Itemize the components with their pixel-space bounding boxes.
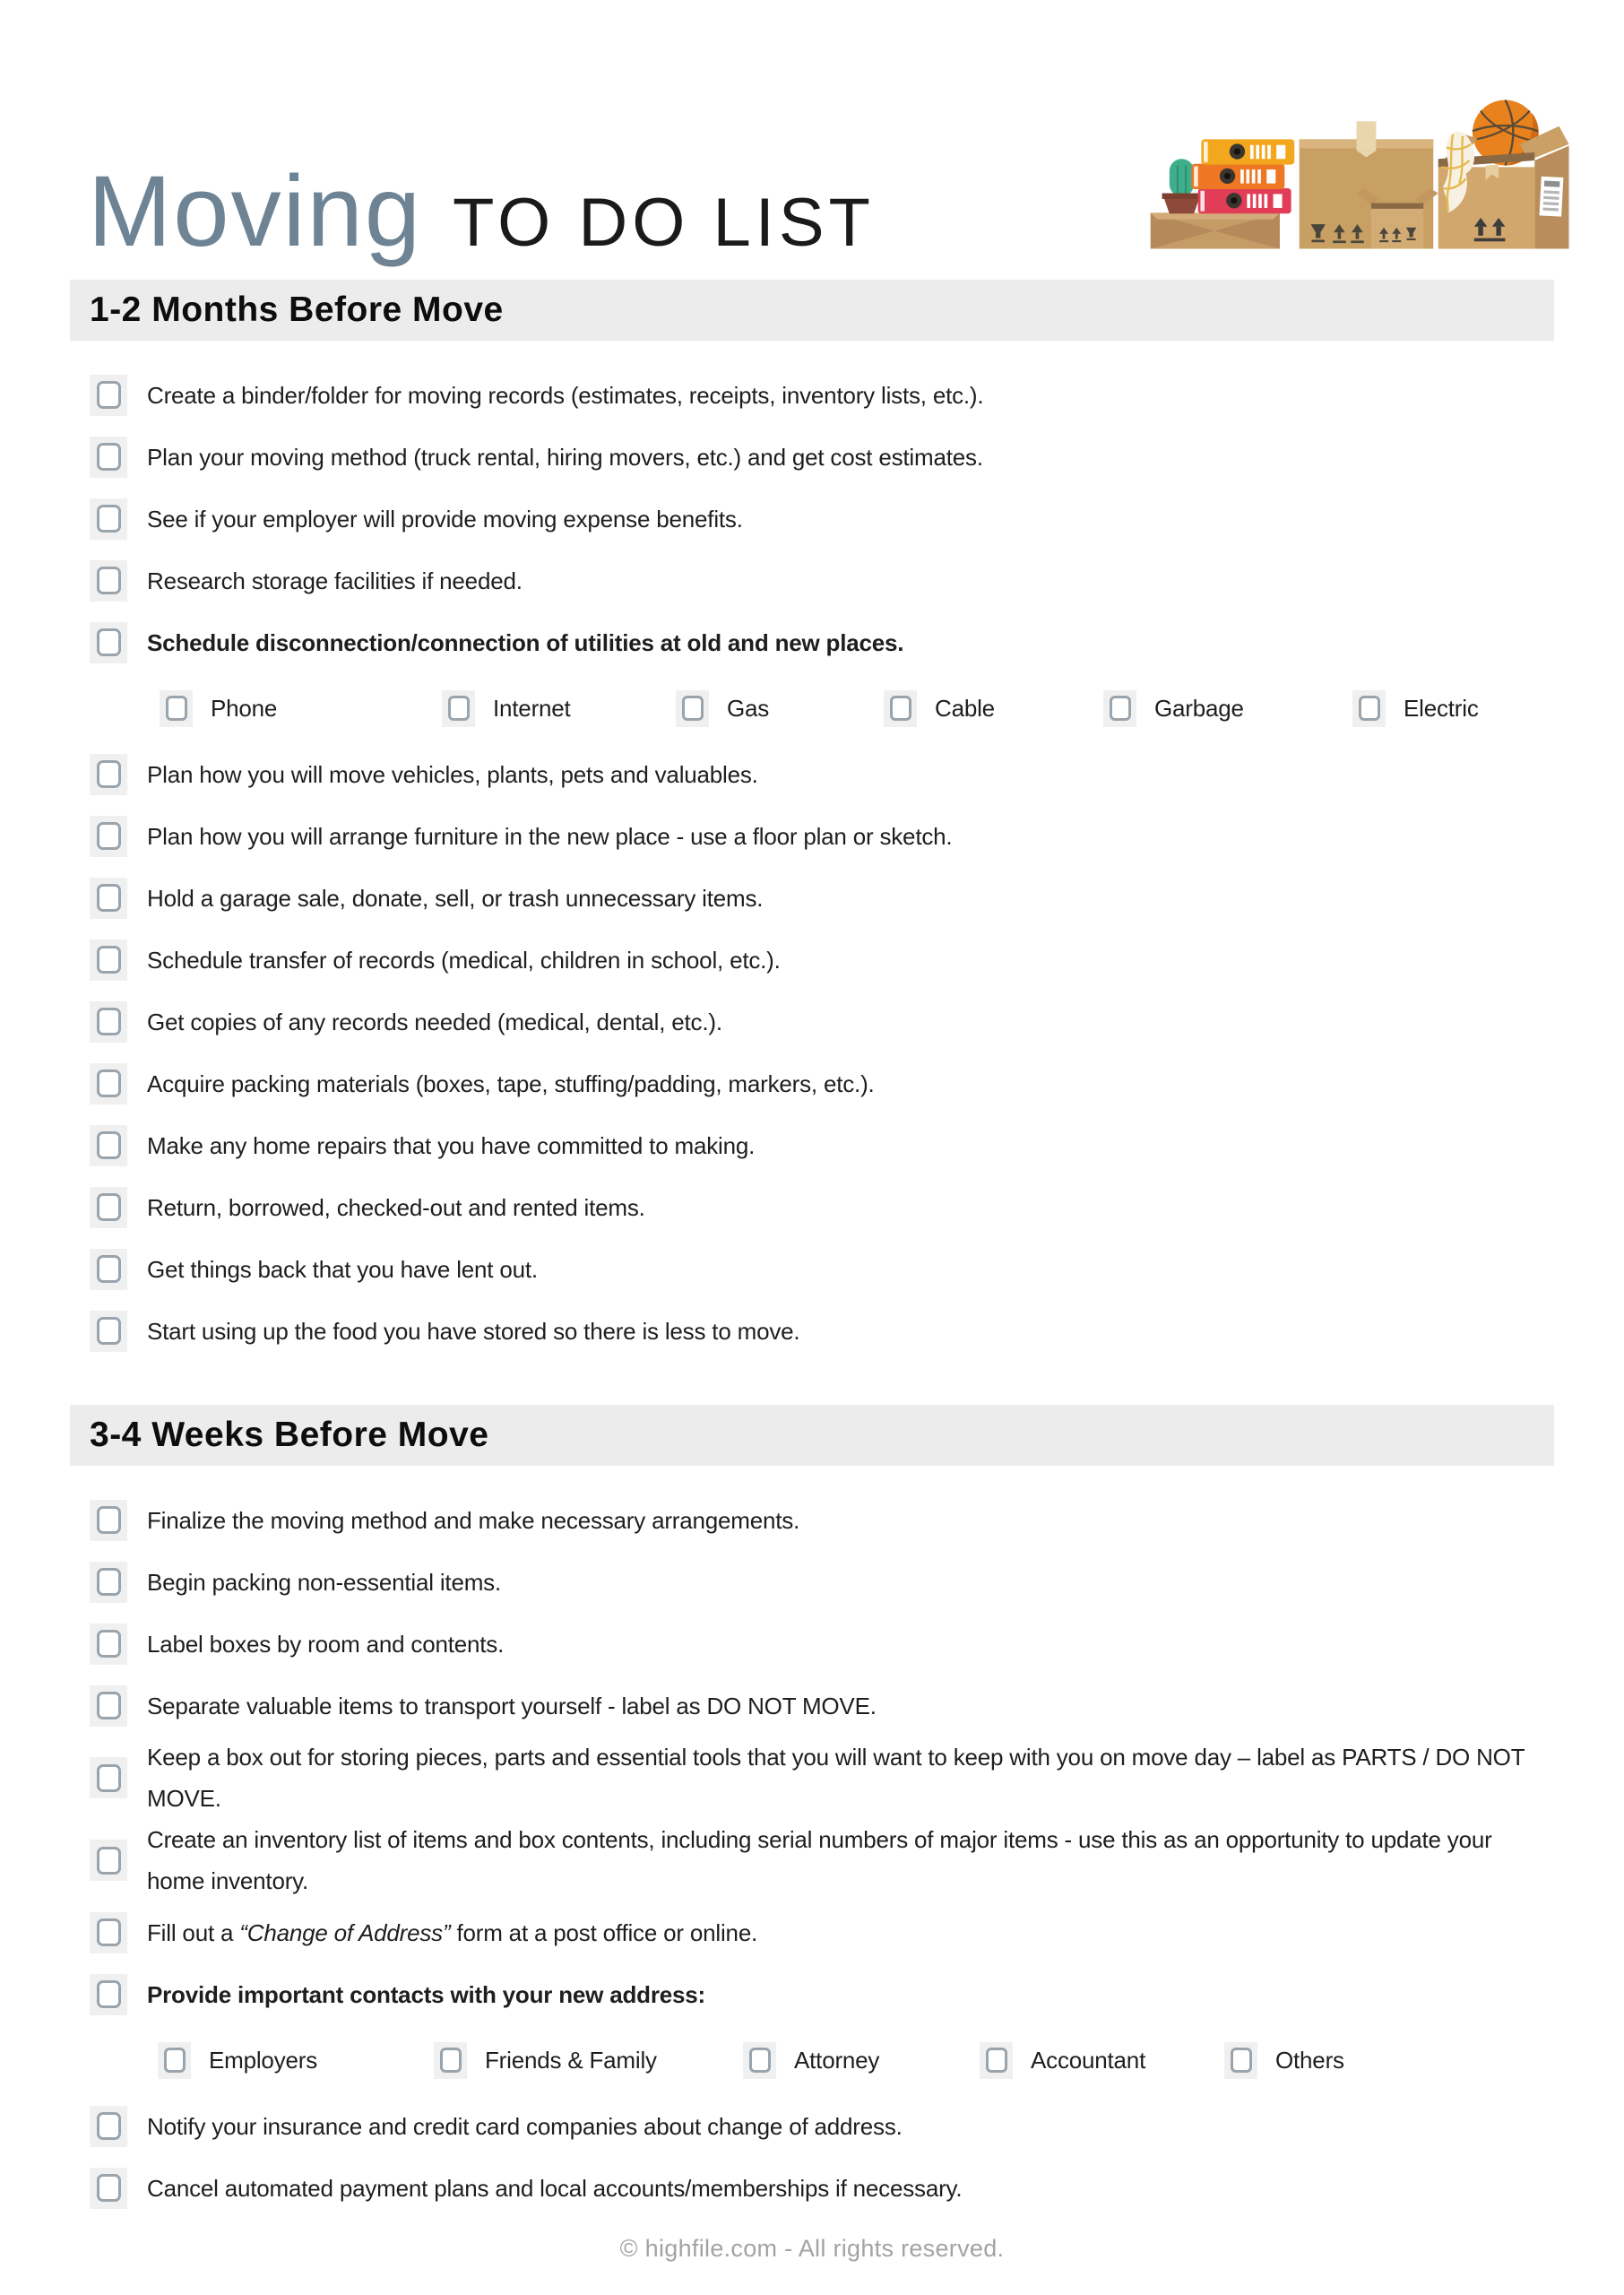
checklist-item [70, 1963, 1554, 2025]
checkbox-box [97, 2112, 121, 2140]
checkbox-box [97, 381, 121, 409]
document-header [0, 0, 1624, 280]
sub-option-label: Cable [935, 694, 995, 722]
checkbox[interactable] [1103, 690, 1136, 727]
sub-option [676, 690, 884, 727]
checkbox[interactable] [90, 2106, 127, 2147]
checkbox[interactable] [158, 2042, 191, 2079]
checklist-item [70, 1675, 1554, 1736]
checkbox-box [97, 567, 121, 594]
binder-pink [1198, 188, 1291, 213]
item-label: Return, borrowed, checked-out and rented items. [147, 1193, 645, 1221]
checklist-item [70, 1052, 1554, 1114]
title-accent-word: Moving [88, 155, 423, 267]
checkbox-box [97, 1764, 121, 1792]
flat-box [1151, 212, 1280, 248]
section [70, 280, 1554, 1362]
checkbox[interactable] [90, 1840, 127, 1881]
item-label: Plan how you will move vehicles, plants, pets and valuables. [147, 760, 758, 788]
item-label: Start using up the food you have stored so there is less to move. [147, 1317, 800, 1345]
checkbox[interactable] [90, 816, 127, 857]
checkbox-box [97, 1847, 121, 1875]
checkbox-box [97, 628, 121, 656]
checkbox[interactable] [90, 1562, 127, 1603]
checkbox[interactable] [90, 1685, 127, 1727]
checkbox[interactable] [884, 690, 917, 727]
checkbox[interactable] [90, 375, 127, 416]
sub-option [1224, 2042, 1554, 2079]
section [70, 1405, 1554, 2219]
binder-yellow [1201, 139, 1294, 164]
checkbox-box [890, 696, 911, 721]
item-label-italic-segment: “Change of Address” [239, 1918, 451, 1946]
sub-option-label: Gas [727, 694, 770, 722]
checklist [70, 280, 1554, 2219]
checklist-item [70, 929, 1554, 991]
item-label: Cancel automated payment plans and local accounts/memberships if necessary. [147, 2174, 963, 2202]
checkbox[interactable] [90, 1187, 127, 1228]
item-label: Get copies of any records needed (medical, dental, etc.). [147, 1008, 722, 1035]
checkbox[interactable] [90, 1125, 127, 1166]
checkbox[interactable] [90, 560, 127, 602]
sub-option-label: Attorney [794, 2046, 880, 2074]
sub-option [1103, 690, 1352, 727]
item-label: See if your employer will provide moving expense benefits. [147, 505, 743, 533]
checklist-item [70, 611, 1554, 673]
checkbox-box [97, 884, 121, 912]
checkbox-box [97, 2174, 121, 2202]
checklist-item [70, 426, 1554, 488]
checkbox-box [97, 1008, 121, 1035]
checklist-item [70, 1901, 1554, 1963]
item-label: Schedule disconnection/connection of utilities at old and new places. [147, 628, 904, 656]
checkbox-box [97, 1317, 121, 1345]
checkbox-box [97, 1070, 121, 1097]
checkbox-box [97, 1193, 121, 1221]
checklist-item [70, 364, 1554, 426]
checklist-item [70, 1613, 1554, 1675]
sub-checkbox-row [70, 2025, 1554, 2095]
checkbox-box [1110, 696, 1131, 721]
checkbox[interactable] [90, 940, 127, 981]
sub-option-label: Internet [493, 694, 571, 722]
checkbox[interactable] [90, 1912, 127, 1953]
checklist-item [70, 743, 1554, 805]
checkbox-box [97, 1568, 121, 1596]
checklist-item [70, 1114, 1554, 1176]
checkbox-box [1231, 2048, 1252, 2073]
checkbox[interactable] [90, 1001, 127, 1043]
sub-option-label: Accountant [1031, 2046, 1146, 2074]
section-heading: 1-2 Months Before Move [70, 280, 1554, 341]
checkbox-box [986, 2048, 1007, 2073]
checkbox[interactable] [442, 690, 475, 727]
item-label: Create a binder/folder for moving records (estimates, receipts, inventory lists, etc.). [147, 381, 984, 409]
checklist-item [70, 867, 1554, 929]
item-label: Get things back that you have lent out. [147, 1255, 538, 1283]
checkbox[interactable] [90, 1063, 127, 1104]
checkbox-box [440, 2048, 462, 2073]
checkbox-box [97, 1980, 121, 2008]
checkbox-box [97, 1692, 121, 1719]
item-label: Separate valuable items to transport yourself - label as DO NOT MOVE. [147, 1692, 877, 1719]
checkbox[interactable] [980, 2042, 1013, 2079]
sub-checkbox-row [70, 673, 1554, 743]
checklist-item [70, 2095, 1554, 2157]
item-label: Notify your insurance and credit card companies about change of address. [147, 2112, 903, 2140]
binder-stack [1191, 139, 1294, 213]
item-label: Begin packing non-essential items. [147, 1568, 501, 1596]
sub-option-label: Electric [1404, 694, 1479, 722]
checklist-item [70, 1819, 1554, 1901]
checkbox-box [749, 2048, 771, 2073]
binder-orange [1191, 164, 1284, 189]
checkbox[interactable] [90, 1311, 127, 1352]
checkbox[interactable] [90, 1249, 127, 1290]
item-label: Make any home repairs that you have committed to making. [147, 1131, 756, 1159]
checkbox-box [97, 443, 121, 471]
checklist-item [70, 1551, 1554, 1613]
title-rest: TO DO LIST [453, 185, 875, 261]
sub-option-label: Others [1275, 2046, 1344, 2074]
shipping-label [1539, 177, 1563, 217]
sub-option [980, 2042, 1224, 2079]
checklist-item [70, 550, 1554, 611]
checklist-item [70, 1489, 1554, 1551]
checkbox[interactable] [1352, 690, 1386, 727]
sub-option [743, 2042, 980, 2079]
checkbox[interactable] [434, 2042, 467, 2079]
item-label [147, 1912, 757, 1953]
checkbox[interactable] [743, 2042, 776, 2079]
checkbox[interactable] [160, 690, 193, 727]
checklist-item [70, 488, 1554, 550]
checkbox-box [97, 505, 121, 533]
checkbox-box [97, 760, 121, 788]
checkbox[interactable] [90, 622, 127, 663]
item-label-segment: form at a post office or online. [450, 1918, 758, 1946]
checkbox-box [164, 2048, 186, 2073]
item-label: Plan how you will arrange furniture in the new place - use a floor plan or sketch. [147, 822, 953, 850]
sub-option-label: Garbage [1154, 694, 1244, 722]
checkbox[interactable] [90, 878, 127, 919]
checkbox-box [97, 1918, 121, 1946]
item-label: Provide important contacts with your new address: [147, 1980, 705, 2008]
item-label: Hold a garage sale, donate, sell, or trash unnecessary items. [147, 884, 764, 912]
checklist-item [70, 991, 1554, 1052]
checkbox-box [97, 1131, 121, 1159]
checkbox[interactable] [90, 754, 127, 795]
sub-option [158, 2042, 434, 2079]
checkbox[interactable] [90, 1757, 127, 1798]
sub-option [442, 690, 676, 727]
checkbox-box [97, 822, 121, 850]
checkbox-box [97, 946, 121, 974]
sub-option-label: Friends & Family [485, 2046, 657, 2074]
checkbox[interactable] [90, 437, 127, 478]
checkbox-box [97, 1255, 121, 1283]
item-label: Create an inventory list of items and box contents, including serial numbers of major items - use this as an opportunity to update your home inventory. [147, 1826, 1492, 1894]
checkbox-box [1359, 696, 1380, 721]
checklist-item [70, 1176, 1554, 1238]
checkbox[interactable] [90, 2168, 127, 2209]
item-label: Keep a box out for storing pieces, parts and essential tools that you will want to keep with you on move day – label as PARTS / DO NOT MOVE. [147, 1744, 1525, 1812]
sub-option [884, 690, 1103, 727]
checklist-item [70, 1238, 1554, 1300]
item-label: Schedule transfer of records (medical, children in school, etc.). [147, 946, 781, 974]
checklist-item [70, 1300, 1554, 1362]
sub-option-label: Phone [211, 694, 278, 722]
checkbox-box [166, 696, 187, 721]
sub-option [434, 2042, 743, 2079]
checkbox-box [97, 1506, 121, 1534]
checklist-item [70, 805, 1554, 867]
item-label-segment: Fill out a [147, 1918, 240, 1946]
page-title [88, 155, 875, 267]
sub-option [160, 690, 442, 727]
item-label: Acquire packing materials (boxes, tape, stuffing/padding, markers, etc.). [147, 1070, 875, 1097]
copyright-footer: © highfile.com - All rights reserved. [619, 2235, 1005, 2262]
section-heading: 3-4 Weeks Before Move [70, 1405, 1554, 1466]
checkbox-box [97, 1630, 121, 1658]
checkbox[interactable] [90, 1624, 127, 1665]
moving-boxes-illustration [1149, 82, 1574, 258]
checkbox[interactable] [90, 498, 127, 540]
checkbox[interactable] [676, 690, 709, 727]
item-label: Plan your moving method (truck rental, hiring movers, etc.) and get cost estimates. [147, 443, 983, 471]
sub-option [1352, 690, 1554, 727]
checklist-item [70, 2157, 1554, 2219]
checklist-item [70, 1736, 1554, 1819]
checkbox[interactable] [90, 1500, 127, 1541]
checkbox[interactable] [1224, 2042, 1257, 2079]
checkbox[interactable] [90, 1974, 127, 2015]
item-label: Finalize the moving method and make necessary arrangements. [147, 1506, 800, 1534]
item-label: Research storage facilities if needed. [147, 567, 523, 594]
checkbox-box [682, 696, 704, 721]
checkbox-box [448, 696, 470, 721]
item-label: Label boxes by room and contents. [147, 1630, 505, 1658]
sub-option-label: Employers [209, 2046, 318, 2074]
